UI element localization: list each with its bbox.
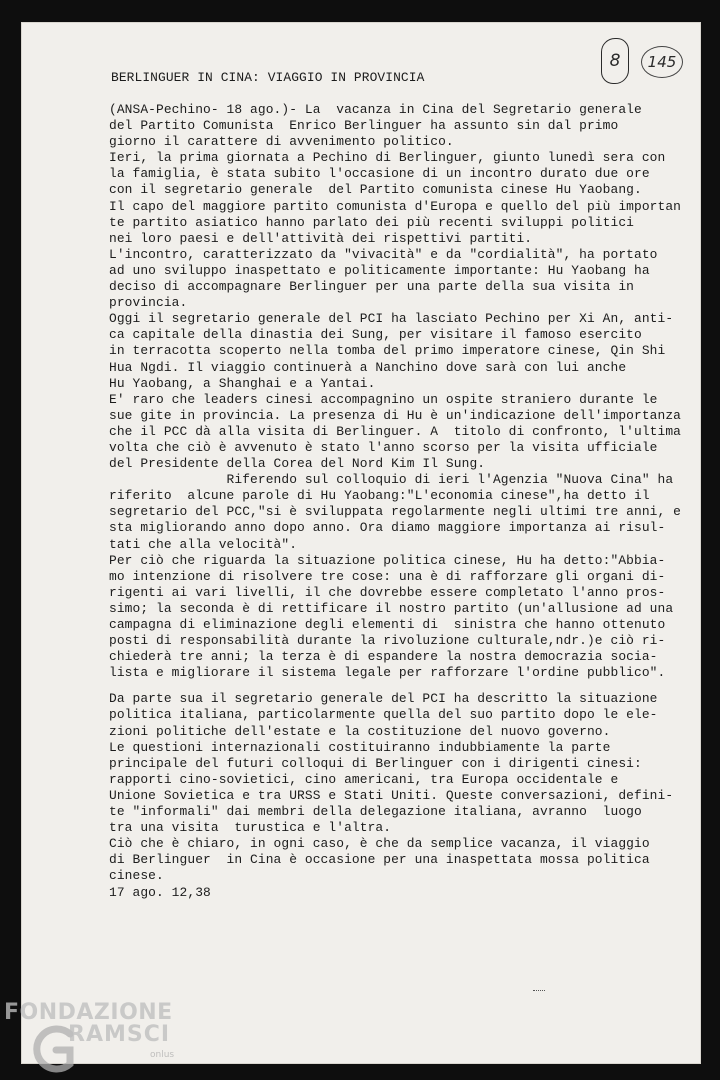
text-line: ca capitale della dinastia dei Sung, per visitare il famoso esercito bbox=[109, 327, 642, 343]
text-line: (ANSA-Pechino- 18 ago.)- La vacanza in Cina del Segretario generale bbox=[109, 102, 642, 117]
text-line: riferito alcune parole di Hu Yaobang:"L'economia cinese",ha detto il bbox=[109, 488, 650, 504]
text-line: del Presidente della Corea del Nord Kim Il Sung. bbox=[109, 456, 486, 472]
text-line: Il capo del maggiore partito comunista d'Europa e quello del più importan bbox=[109, 198, 682, 214]
text-line: segretario del PCC,"si è sviluppata regolarmente negli ultimi tre anni, e bbox=[109, 504, 682, 520]
text-line: Riferendo sul colloquio di ieri l'Agenzia "Nuova Cina" ha bbox=[109, 472, 674, 488]
text-line: 17 ago. 12,38 bbox=[109, 884, 211, 900]
text-line: lista e migliorare il sistema legale per rafforzare l'ordine pubblico". bbox=[109, 665, 666, 681]
fondazione-gramsci-watermark bbox=[4, 1000, 204, 1078]
text-line: volta che ciò è avvenuto è stato l'anno scorso per la visita ufficiale bbox=[109, 439, 658, 455]
document-page bbox=[21, 22, 701, 1064]
folio-number-archive: 145 bbox=[641, 46, 683, 78]
text-line: Ciò che è chiaro, in ogni caso, è che da semplice vacanza, il viaggio bbox=[109, 836, 650, 852]
text-line: simo; la seconda è di rettificare il nostro partito (un'allusione ad una bbox=[109, 600, 674, 616]
text-line: te "informali" dai membri della delegazione italiana, avranno luogo bbox=[109, 804, 642, 820]
text-line: la famiglia, è stata subito l'occasione di un incontro durato due ore bbox=[109, 166, 650, 182]
text-line: deciso di accompagnare Berlinguer per una parte della sua visita in bbox=[109, 279, 634, 295]
text-line: ad uno sviluppo inaspettato e politicamente importante: Hu Yaobang ha bbox=[109, 262, 650, 278]
watermark-line1: FONDAZIONE bbox=[4, 1000, 173, 1025]
text-line: cinese. bbox=[109, 868, 164, 884]
text-line: Hua Ngdi. Il viaggio continuerà a Nanchino dove sarà con lui anche bbox=[109, 359, 627, 375]
text-line: chiederà tre anni; la terza è di espandere la nostra democrazia socia- bbox=[109, 649, 658, 665]
text-line: tra una visita turustica e l'altra. bbox=[109, 820, 392, 836]
text-line: nei loro paesi e dell'attività dei rispettivi partiti. bbox=[109, 230, 533, 246]
text-line: Le questioni internazionali costituiranno indubbiamente la parte bbox=[109, 739, 611, 755]
text-line: rapporti cino-sovietici, cino americani, tra Europa occidentale e bbox=[109, 771, 619, 787]
folio-number-circled: 8 bbox=[601, 38, 629, 84]
text-line: tati che alla velocità". bbox=[109, 536, 298, 552]
text-line: Per ciò che riguarda la situazione politica cinese, Hu ha detto:"Abbia- bbox=[109, 552, 666, 568]
text-line: Unione Sovietica e tra URSS e Stati Uniti. Queste conversazioni, defini- bbox=[109, 787, 674, 803]
paragraph-gap bbox=[109, 681, 699, 691]
text-line: Da parte sua il segretario generale del PCI ha descritto la situazione bbox=[109, 691, 658, 707]
ink-mark bbox=[533, 990, 545, 995]
text-line: sta migliorando anno dopo anno. Ora diamo maggiore importanza ai risul- bbox=[109, 520, 666, 536]
text-line: con il segretario generale del Partito comunista cinese Hu Yaobang. bbox=[109, 182, 642, 198]
text-line: in terracotta scoperto nella tomba del primo imperatore cinese, Qin Shi bbox=[109, 343, 666, 359]
text-line: rigenti ai vari livelli, il che dovrebbe essere completato l'anno pros- bbox=[109, 584, 666, 600]
text-line: politica italiana, particolarmente quella del suo partito dopo le ele- bbox=[109, 707, 658, 723]
text-line: del Partito Comunista Enrico Berlinguer ha assunto sin dal primo bbox=[109, 118, 619, 134]
text-line: principale del futuri colloqui di Berlinguer con i dirigenti cinesi: bbox=[109, 755, 642, 771]
text-line: Hu Yaobang, a Shanghai e a Yantai. bbox=[109, 375, 376, 391]
text-line: provincia. bbox=[109, 295, 188, 311]
text-line: te partito asiatico hanno parlato dei più recenti sviluppi politici bbox=[109, 214, 634, 230]
document-body bbox=[109, 102, 699, 901]
document-title: BERLINGUER IN CINA: VIAGGIO IN PROVINCIA bbox=[111, 70, 425, 85]
text-line: che il PCC dà alla visita di Berlinguer. A titolo di confronto, l'ultima bbox=[109, 423, 682, 439]
text-line: mo intenzione di risolvere tre cose: una è di rafforzare gli organi di- bbox=[109, 568, 666, 584]
text-line: Ieri, la prima giornata a Pechino di Berlinguer, giunto lunedì sera con bbox=[109, 150, 666, 166]
watermark-onlus: onlus bbox=[150, 1050, 175, 1060]
text-line: posti di responsabilità durante la rivoluzione culturale,ndr.)e ciò ri- bbox=[109, 633, 666, 649]
text-line: Oggi il segretario generale del PCI ha lasciato Pechino per Xi An, anti- bbox=[109, 311, 674, 327]
text-line: campagna di eliminazione degli elementi di sinistra che hanno ottenuto bbox=[109, 617, 666, 632]
text-line: L'incontro, caratterizzato da "vivacità" e da "cordialità", ha portato bbox=[109, 246, 658, 262]
text-line: di Berlinguer in Cina è occasione per una inaspettata mossa politica bbox=[109, 852, 650, 868]
text-line: E' raro che leaders cinesi accompagnino un ospite straniero durante le bbox=[109, 391, 658, 407]
watermark-line2: RAMSCI bbox=[68, 1022, 171, 1047]
text-line: sue gite in provincia. La presenza di Hu è un'indicazione dell'importanza bbox=[109, 407, 682, 423]
text-line: zioni politiche dell'estate e la costituzione del nuovo governo. bbox=[109, 723, 611, 739]
text-line: giorno il carattere di avvenimento politico. bbox=[109, 134, 454, 150]
